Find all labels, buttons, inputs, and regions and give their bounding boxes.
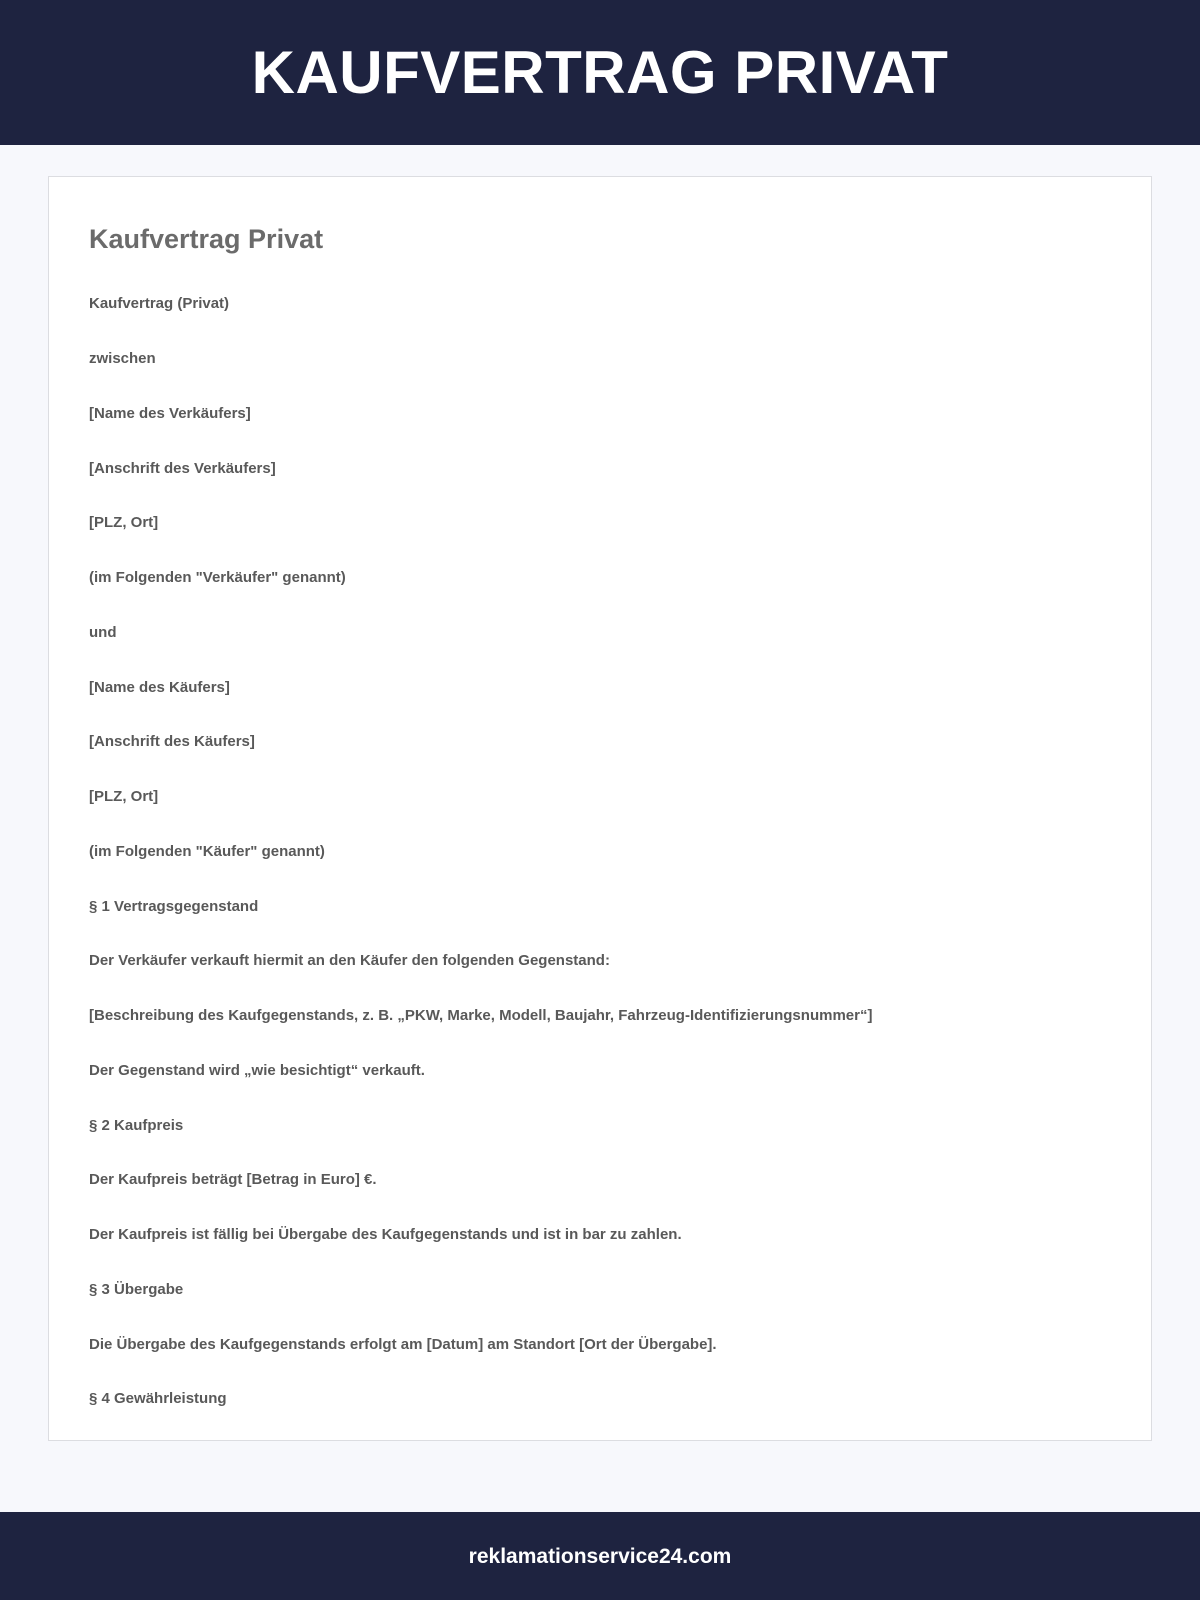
document-title: Kaufvertrag Privat: [89, 224, 324, 254]
paragraph-seller-name: [Name des Verkäufers]: [89, 404, 251, 422]
paragraph-subtitle: Kaufvertrag (Privat): [89, 295, 230, 313]
paragraph-section-3-handover: Die Übergabe des Kaufgegenstands erfolgt am [Datum] am Standort [Ort der Übergabe].: [89, 1335, 717, 1353]
heading-section-4: § 4 Gewährleistung: [89, 1390, 227, 1408]
document-body: [89, 293, 1107, 1410]
paragraph-seller-address: [Anschrift des Verkäufers]: [89, 459, 276, 477]
page-footer-banner: [0, 1512, 1200, 1600]
paragraph-section-2-payment: Der Kaufpreis ist fällig bei Übergabe des Kaufgegenstands und ist in bar zu zahlen.: [89, 1226, 682, 1244]
paragraph-section-1-intro: Der Verkäufer verkauft hiermit an den Käufer den folgenden Gegenstand:: [89, 952, 610, 970]
page-header-banner: [0, 0, 1200, 145]
paragraph-seller-designation: (im Folgenden "Verkäufer" genannt): [89, 569, 346, 587]
paragraph-zwischen: zwischen: [89, 350, 156, 368]
paragraph-und: und: [89, 623, 117, 641]
paragraph-section-2-amount: Der Kaufpreis beträgt [Betrag in Euro] €.: [89, 1171, 377, 1189]
footer-site-name: reklamationservice24.com: [468, 1544, 732, 1568]
paragraph-seller-postcode: [PLZ, Ort]: [89, 514, 159, 532]
paragraph-section-1-condition: Der Gegenstand wird „wie besichtigt“ verkauft.: [89, 1061, 425, 1079]
paragraph-buyer-address: [Anschrift des Käufers]: [89, 733, 255, 751]
page-content-area: [0, 145, 1200, 1512]
heading-section-2: § 2 Kaufpreis: [89, 1116, 184, 1134]
paragraph-buyer-name: [Name des Käufers]: [89, 678, 230, 696]
banner-title: KAUFVERTRAG PRIVAT: [251, 38, 949, 106]
heading-section-1: § 1 Vertragsgegenstand: [89, 897, 259, 915]
heading-section-3: § 3 Übergabe: [89, 1280, 184, 1298]
document-card: [48, 176, 1152, 1441]
paragraph-section-1-description: [Beschreibung des Kaufgegenstands, z. B. „PKW, Marke, Modell, Baujahr, Fahrzeug-Identifizierungsnummer“]: [89, 1007, 873, 1025]
paragraph-buyer-postcode: [PLZ, Ort]: [89, 788, 159, 806]
paragraph-buyer-designation: (im Folgenden "Käufer" genannt): [89, 842, 325, 860]
